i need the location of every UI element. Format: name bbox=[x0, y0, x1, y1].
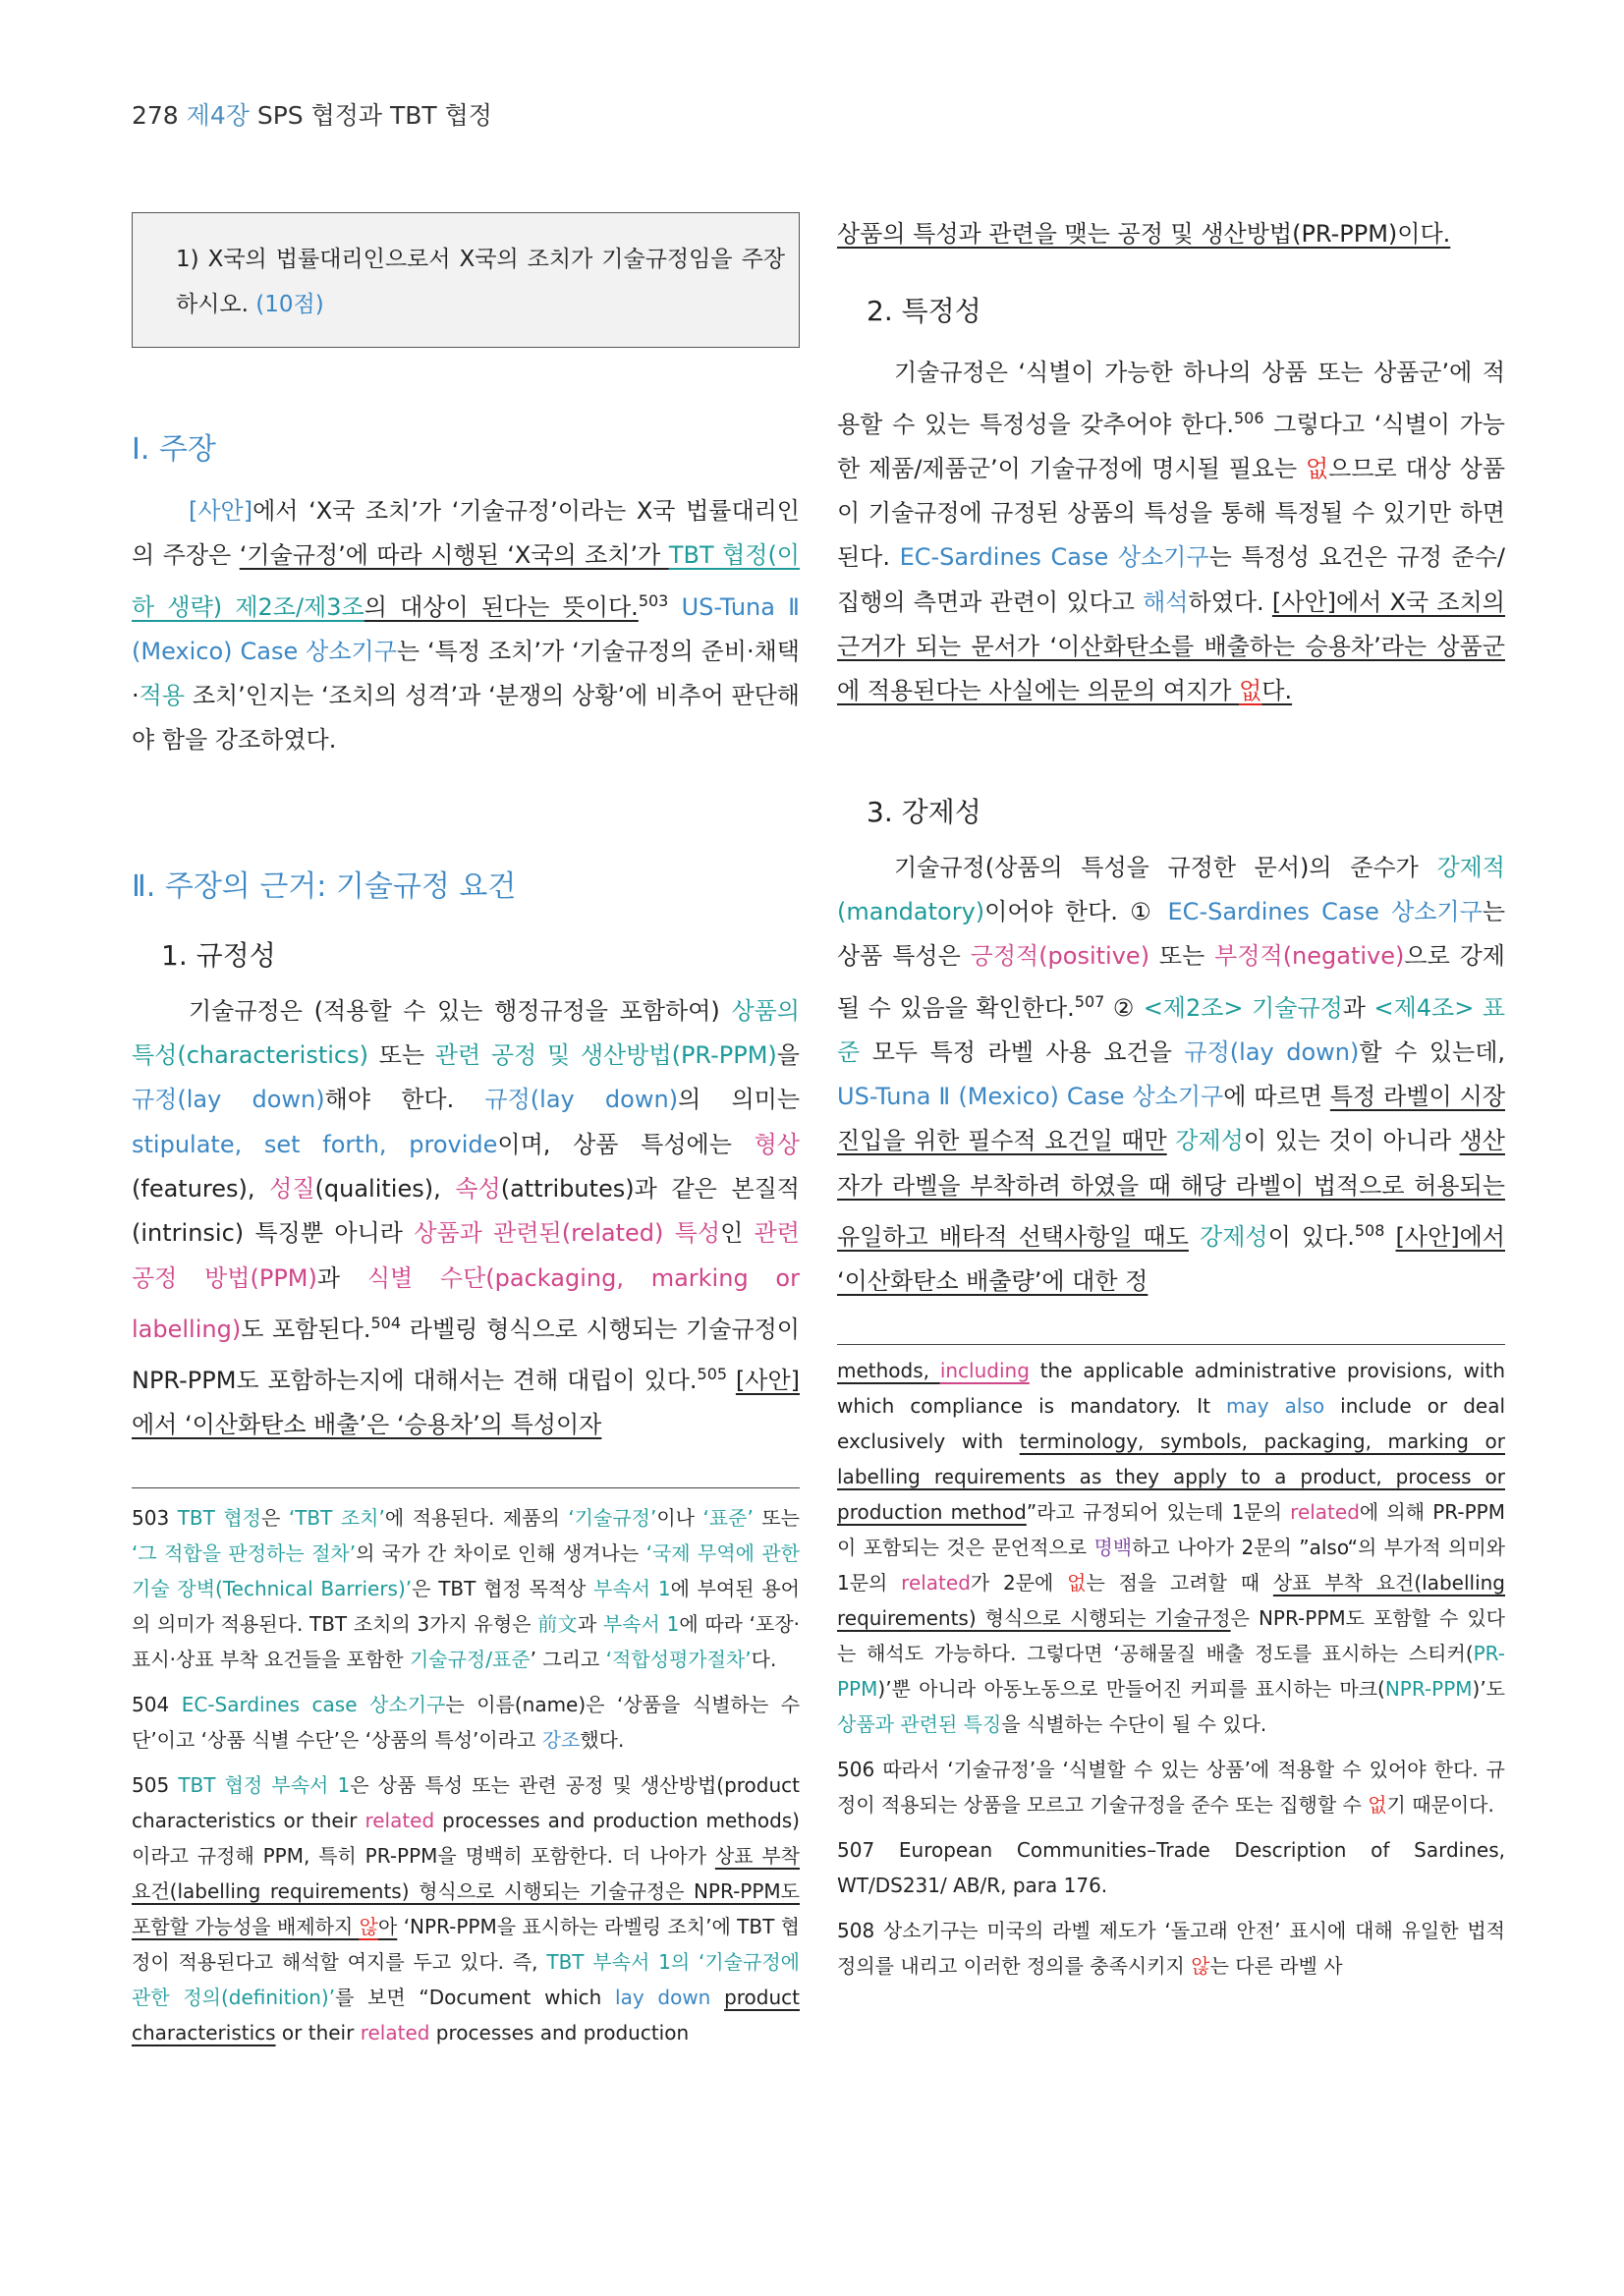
subheading-regulation: 1. 규정성 bbox=[161, 938, 276, 972]
footnote-504: 504 EC-Sardines case 상소기구는 이름(name)은 ‘상품을 식별하는 수단’이고 ‘상품 식별 수단’은 ‘상품의 특성’이라고 강조했다. bbox=[132, 1692, 801, 1752]
footnote-503: 503 TBT 협정은 ‘TBT 조치’에 적용된다. 제품의 ‘기술규정’이나 ‘표준’ 또는 ‘그 적합을 판정하는 절차’의 국가 간 차이로 인해 생겨나는 ‘국제 무역에 관한 기술 장벽(Technical Barriers)’은 TBT 협정 목적상 부속서 1에 부여된 용어의 의미가 적용된다. TBT 조치의 3가지 유형은 前文과 부속서 1에 따라 ‘포장·표시·상표 부착 요건들을 포함한 기술규정/표준’ 그리고 ‘적합성평가절차’다. bbox=[132, 1505, 801, 1671]
right-column bbox=[837, 212, 1505, 1993]
section-heading-grounds: Ⅱ. 주장의 근거: 기술규정 요건 bbox=[132, 868, 517, 904]
regulation-paragraph: 기술규정은 (적용할 수 있는 행정규정을 포함하여) 상품의 특성(characteristics) 또는 관련 공정 및 생산방법(PR-PPM)을 규정(lay down)해야 한다. 규정(lay down)의 의미는 stipulate, set forth, provide이며, 상품 특성에는 형상(features), 성질(qualities), 속성(attributes)과 같은 본질적(intrinsic) 특징뿐 아니라 상품과 관련된(related) 특성인 관련 공정 방법(PPM)과 식별 수단(packaging, marking or labelling)도 포함된다.$^{504}$ 라벨링 형식으로 시행되는 기술규정이 NPR-PPM도 포함하는지에 대해서는 견해 대립이 있다.$^{505}$ [사안]에서 ‘이산화탄소 배출’은 ‘승용차’의 특성이자 bbox=[132, 996, 801, 1439]
question-text: 1) X국의 법률대리인으로서 X국의 조치가 기술규정임을 주장하시오. (10점) bbox=[176, 247, 785, 317]
mandatoriness-paragraph: 기술규정(상품의 특성을 규정한 문서)의 준수가 강제적(mandatory)이어야 한다. ① EC-Sardines Case 상소기구는 상품 특성은 긍정적(positive) 또는 부정적(negative)으로 강제될 수 있음을 확인한다.$^{507}$ ② <제2조> 기술규정과 <제4조> 표준 모두 특정 라벨 사용 요건을 규정(lay down)할 수 있는데, US-Tuna Ⅱ (Mexico) Case 상소기구에 따르면 특정 라벨이 시장진입을 위한 필수적 요건일 때만 강제성이 있는 것이 아니라 생산자가 라벨을 부착하려 하였을 때 해당 라벨이 법적으로 허용되는 유일하고 배타적 선택사항일 때도 강제성이 있다.$^{508}$ [사안]에서 ‘이산화탄소 배출량’에 대한 정 bbox=[837, 853, 1506, 1296]
running-head bbox=[132, 96, 492, 132]
question-box bbox=[132, 212, 800, 348]
footnote-506: 506 따라서 ‘기술규정’을 ‘식별할 수 있는 상품’에 적용할 수 있어야 한다. 규정이 적용되는 상품을 모르고 기술규정을 준수 또는 집행할 수 없기 때문이다. bbox=[837, 1757, 1505, 1817]
footnote-508: 508 상소기구는 미국의 라벨 제도가 ‘돌고래 안전’ 표시에 대해 유일한 법적 정의를 내리고 이러한 정의를 충족시키지 않는 다른 라벨 사 bbox=[837, 1918, 1505, 1978]
continued-paragraph: 상품의 특성과 관련을 맺는 공정 및 생산방법(PR-PPM)이다. bbox=[837, 220, 1451, 248]
left-column bbox=[132, 212, 800, 2060]
chapter-number: 제4장 bbox=[186, 101, 250, 130]
footnote-505-continued: methods, including the applicable administrative provisions, with which compliance is mandatory. It may also include or deal exclusively with terminology, symbols, packaging, marking or labelling requirements as they apply to a product, process or production method”라고 규정되어 있는데 1문의 related에 의해 PR-PPM이 포함되는 것은 문언적으로 명백하고 나아가 2문의 ”also“의 부가적 의미와 1문의 related가 2문에 없는 점을 고려할 때 상표 부착 요건(labelling requirements) 형식으로 시행되는 기술규정은 NPR-PPM도 포함할 수 있다는 해석도 가능하다. 그렇다면 ‘공해물질 배출 정도를 표시하는 스티커(PR-PPM)’뿐 아니라 아동노동으로 만들어진 커피를 표시하는 마크(NPR-PPM)’도 상품과 관련된 특징을 식별하는 수단이 될 수 있다. bbox=[837, 1358, 1506, 1736]
page-number: 278 bbox=[132, 101, 179, 130]
subheading-mandatoriness: 3. 강제성 bbox=[867, 795, 981, 828]
question-points: (10점) bbox=[255, 292, 324, 317]
footnote-505: 505 TBT 협정 부속서 1은 상품 특성 또는 관련 공정 및 생산방법(product characteristics or their related processes and production methods)이라고 규정해 PPM, 특히 PR-PPM을 명백히 포함한다. 더 나아가 상표 부착 요건(labelling requirements) 형식으로 시행되는 기술규정은 NPR-PPM도 포함할 가능성을 배제하지 않아 ‘NPR-PPM을 표시하는 라벨링 조치’에 TBT 협정이 적용된다고 해석할 여지를 두고 있다. 즉, TBT 부속서 1의 ‘기술규정에 관한 정의(definition)’를 보면 “Document which lay down product characteristics or their related processes and production bbox=[132, 1772, 801, 2044]
subheading-specificity: 2. 특정성 bbox=[867, 295, 981, 328]
section-heading-claim: Ⅰ. 주장 bbox=[132, 432, 216, 467]
footnote-507: 507 European Communities–Trade Description of Sardines, WT/DS231/ AB/R, para 176. bbox=[837, 1837, 1505, 1897]
specificity-paragraph: 기술규정은 ‘식별이 가능한 하나의 상품 또는 상품군’에 적용할 수 있는 특정성을 갖추어야 한다.$^{506}$ 그렇다고 ‘식별이 가능한 제품/제품군’이 기술규정에 명시될 필요는 없으므로 대상 상품이 기술규정에 규정된 상품의 특성을 통해 특정될 수 있기만 하면 된다. EC-Sardines Case 상소기구는 특정성 요건은 규정 준수/집행의 측면과 관련이 있다고 해석하였다. [사안]에서 X국 조치의 근거가 되는 문서가 ‘이산화탄소를 배출하는 승용차’라는 상품군에 적용된다는 사실에는 의문의 여지가 없다. bbox=[837, 359, 1505, 705]
claim-paragraph: [사안]에서 ‘X국 조치’가 ‘기술규정’이라는 X국 법률대리인의 주장은 ‘기술규정’에 따라 시행된 ‘X국의 조치’가 TBT 협정(이하 생략) 제2조/제3조의 대상이 된다는 뜻이다.$^{503}$ US-Tuna Ⅱ (Mexico) Case 상소기구는 ‘특정 조치’가 ‘기술규정의 준비·채택·적용 조치’인지는 ‘조치의 성격’과 ‘분쟁의 상황’에 비추어 판단해야 함을 강조하였다. bbox=[132, 497, 800, 755]
chapter-title: SPS 협정과 TBT 협정 bbox=[256, 101, 492, 130]
